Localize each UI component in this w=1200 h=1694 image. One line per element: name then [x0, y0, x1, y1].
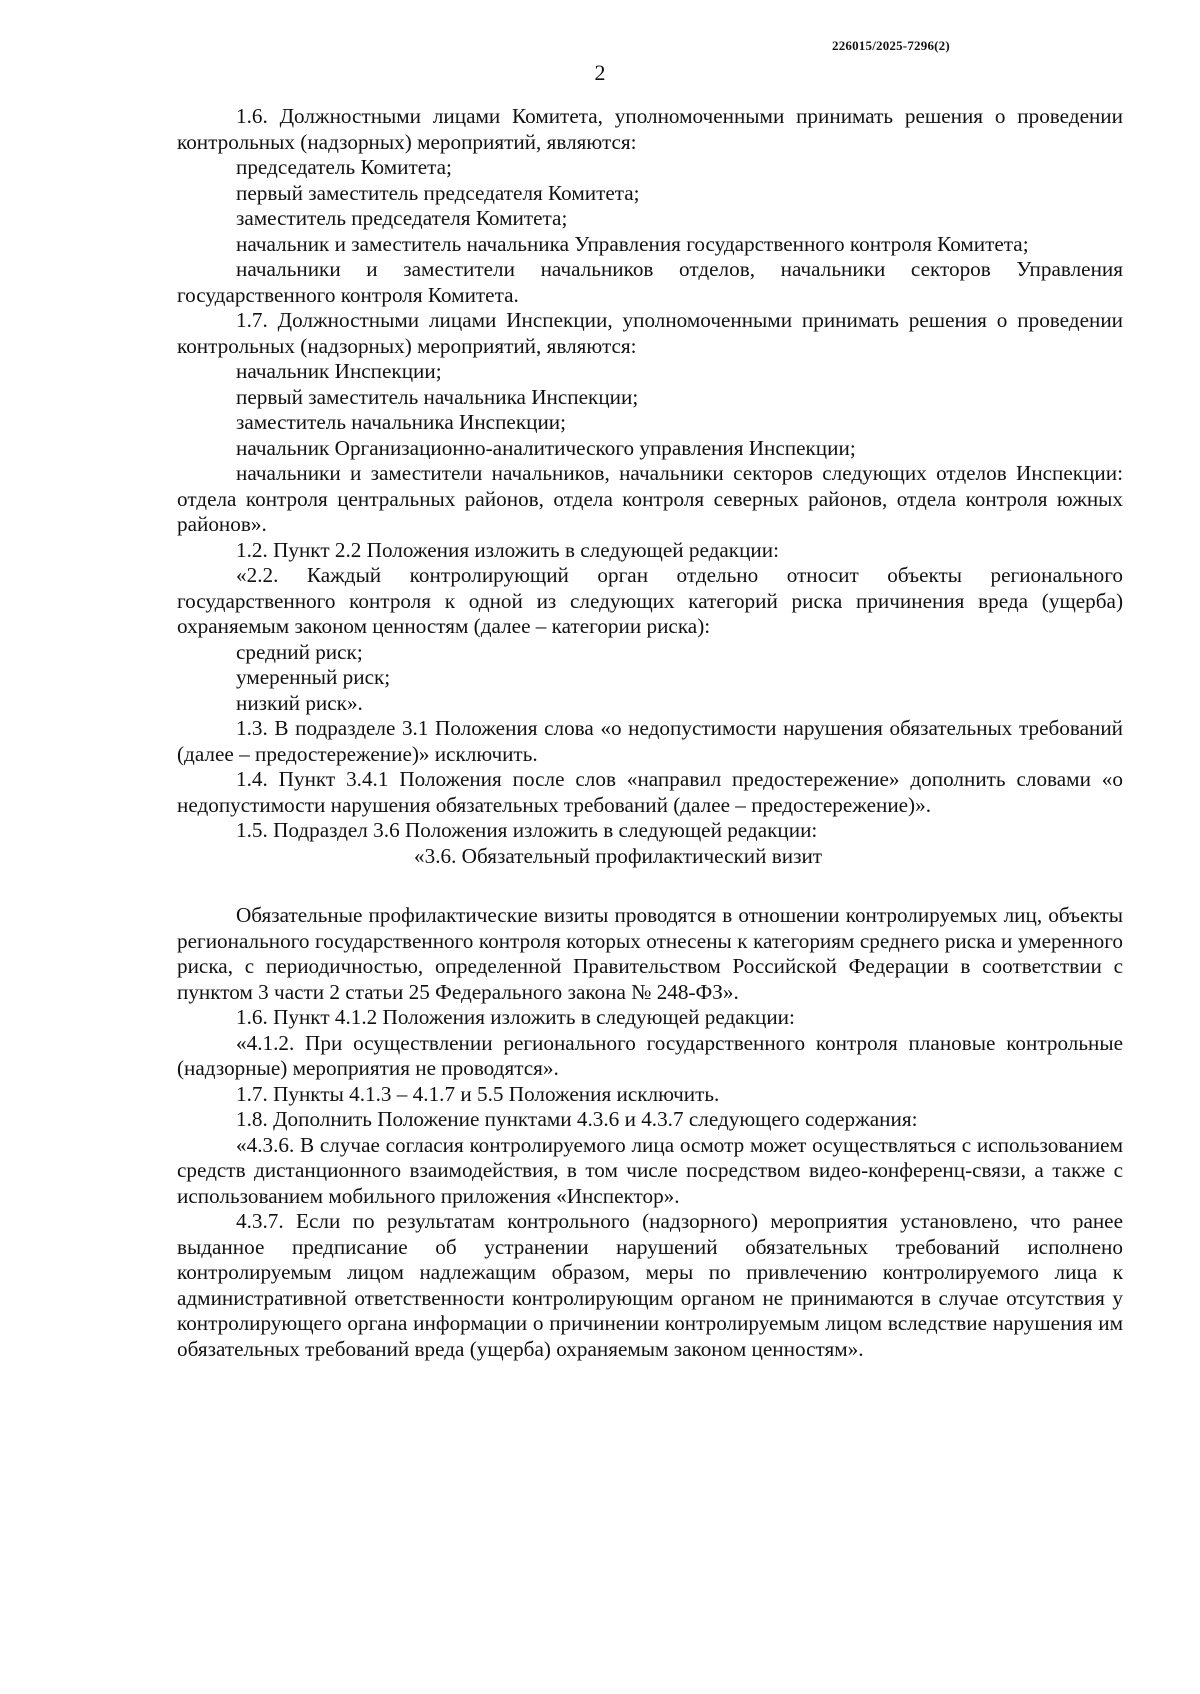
list-item: председатель Комитета;	[236, 155, 452, 179]
list-item: начальники и заместители начальников, начальники секторов следующих отделов Инспекции: отдела контроля центральных районов, отдела контроля северных районов, отдела контроля южных районов».	[177, 461, 1123, 536]
paragraph: 1.3. В подразделе 3.1 Положения слова «о недопустимости нарушения обязательных требований (далее – предостережение)» исключить.	[177, 716, 1123, 766]
paragraph: 1.8. Дополнить Положение пунктами 4.3.6 и 4.3.7 следующего содержания:	[236, 1107, 918, 1131]
page-number: 2	[594, 60, 606, 85]
paragraph: 1.6. Должностными лицами Комитета, уполномоченными принимать решения о проведении контрольных (надзорных) мероприятий, являются:	[177, 104, 1123, 154]
paragraph: 4.3.7. Если по результатам контрольного (надзорного) мероприятия установлено, что ранее выданное предписание об устранении нарушений обязательных требований исполнено контролируемым лицом надлежащим образом, меры по привлечению контролируемого лица к административной ответственности контролирующим органом не принимаются в случае отсутствия у контролирующего органа информации о причинении контролируемым лицом вследствие нарушения им обязательных требований вреда (ущерба) охраняемым законом ценностям».	[177, 1209, 1123, 1361]
paragraph: «2.2. Каждый контролирующий орган отдельно относит объекты регионального государственного контроля к одной из следующих категорий риска причинения вреда (ущерба) охраняемым законом ценностям (далее – категории риска):	[177, 563, 1123, 638]
document-number: 226015/2025-7296(2)	[832, 38, 950, 53]
paragraph: 1.6. Пункт 4.1.2 Положения изложить в следующей редакции:	[236, 1005, 795, 1029]
paragraph: 1.4. Пункт 3.4.1 Положения после слов «направил предостережение» дополнить словами «о недопустимости нарушения обязательных требований (далее – предостережение)».	[177, 767, 1123, 817]
list-item: начальники и заместители начальников отделов, начальники секторов Управления государственного контроля Комитета.	[177, 257, 1123, 307]
paragraph: 1.2. Пункт 2.2 Положения изложить в следующей редакции:	[236, 537, 780, 562]
document-body	[177, 104, 1123, 1362]
list-item: умеренный риск;	[236, 665, 391, 689]
list-item: низкий риск».	[236, 690, 363, 715]
list-item: первый заместитель начальника Инспекции;	[236, 384, 639, 409]
subsection-heading: «3.6. Обязательный профилактический визит	[414, 843, 823, 868]
paragraph: 1.7. Должностными лицами Инспекции, уполномоченными принимать решения о проведении контрольных (надзорных) мероприятий, являются:	[177, 308, 1123, 358]
blank-line	[177, 869, 1123, 903]
list-item: заместитель председателя Комитета;	[236, 206, 568, 230]
paragraph: 1.7. Пункты 4.1.3 – 4.1.7 и 5.5 Положения исключить.	[236, 1081, 720, 1106]
list-item: средний риск;	[236, 639, 363, 664]
list-item: первый заместитель председателя Комитета;	[236, 180, 640, 205]
paragraph: «4.3.6. В случае согласия контролируемого лица осмотр может осуществляться с использованием средств дистанционного взаимодействия, в том числе посредством видео-конференц-связи, а также с использованием мобильного приложения «Инспектор».	[177, 1132, 1123, 1208]
paragraph: 1.5. Подраздел 3.6 Положения изложить в следующей редакции:	[236, 818, 818, 842]
list-item: начальник Инспекции;	[236, 359, 442, 383]
list-item: начальник Организационно-аналитического управления Инспекции;	[236, 435, 856, 460]
list-item: заместитель начальника Инспекции;	[236, 410, 567, 434]
paragraph: «4.1.2. При осуществлении регионального государственного контроля плановые контрольные (надзорные) мероприятия не проводятся».	[177, 1030, 1123, 1080]
paragraph: Обязательные профилактические визиты проводятся в отношении контролируемых лиц, объекты регионального государственного контроля которых отнесены к категориям среднего риска и умеренного риска, с периодичностью, определенной Правительством Российской Федерации в соответствии с пунктом 3 части 2 статьи 25 Федерального закона № 248-ФЗ».	[177, 903, 1123, 1004]
list-item: начальник и заместитель начальника Управления государственного контроля Комитета;	[236, 231, 1029, 256]
